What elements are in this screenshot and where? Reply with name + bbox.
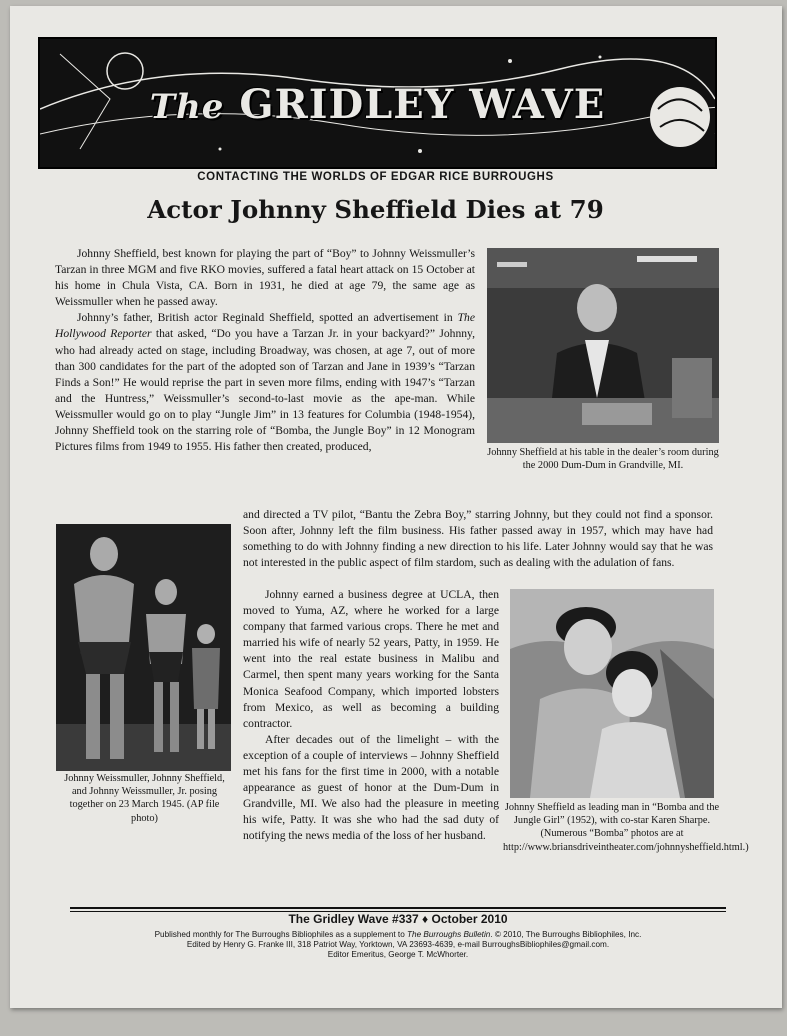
article-column-top: [55, 246, 475, 455]
footer-rule: [70, 907, 726, 909]
photo-bomba-jungle-girl: [510, 589, 714, 798]
footer-publication-name: The Burroughs Bulletin: [407, 930, 491, 939]
photo-bomba-jungle-girl-image: [510, 589, 714, 798]
photo-sheffield-dealer-table-image: [487, 248, 719, 443]
photo-weissmuller-family: [56, 524, 231, 771]
photo-sheffield-dealer-table: [487, 248, 719, 443]
article-paragraph-1: Johnny Sheffield, best known for playing the part of “Boy” to Johnny Weissmuller’s Tarzan in three MGM and five RKO movies, suffered a fatal heart attack on 15 October at his home in Chula Vista, CA. Born in 1931, he died at age 79, the same age as Weissmuller when he passed away.: [55, 247, 475, 309]
masthead-the: The: [149, 87, 225, 127]
article-paragraph-4: After decades out of the limelight – with the exception of a couple of interviews – Johnny Sheffield met his fans for the first time in 2000, with a notable appearance as guest of honor at the Dum-Dum in Grandville, MI. We also had the pleasure in meeting his wife, Patty. It was she who had the sad duty of notifying the news media of the loss of her husband.: [243, 732, 499, 843]
article-headline: Actor Johnny Sheffield Dies at 79: [147, 195, 604, 224]
article-paragraph-2: Johnny’s father, British actor Reginald Sheffield, spotted an advertisement in The Hollywood Reporter that asked, “Do you have a Tarzan Jr. in your backyard?” Johnny, who had already acted on stage, including Broadway, was chosen, at age 7, out of more than 300 candidates for the part of the adopted son of Tarzan and Jane in 1939’s “Tarzan Finds a Son!” He would reprise the part in seven more films, ending with 1947’s “Tarzan and the Huntress,” Weissmuller’s second-to-last movie as the ape-man. While Weissmuller would go on to play “Jungle Jim” in 13 features for Columbia (1948-1954), Johnny Sheffield took on the starring role of “Bomba, the Jungle Boy” in 12 Monogram Pictures films from 1949 to 1955. His father then created, produced,: [55, 311, 475, 454]
caption-photo-3: Johnny Sheffield as leading man in “Bomba and the Jungle Girl” (1952), with co-star Karen Sharpe. (Numerous “Bomba” photos are at http://www.briansdriveintheater.com/johnnysheffield.html.): [503, 802, 749, 853]
masthead-title: [40, 81, 715, 128]
masthead-banner: [38, 37, 717, 169]
article-column-middle: [243, 507, 713, 571]
tagline: CONTACTING THE WORLDS OF EDGAR RICE BURROUGHS: [197, 171, 554, 183]
publication-name: The Hollywood Reporter: [55, 311, 475, 341]
masthead-name: GRIDLEY WAVE: [239, 81, 606, 128]
article-paragraph-2-continued: and directed a TV pilot, “Bantu the Zebra Boy,” starring Johnny, but they could not find a sponsor. Soon after, Johnny left the film business. His father passed away in 1957, which may have had something to do with Johnny finding a new direction to his life. Later Johnny would say that he was not interested in the public aspect of film stardom, such as dealing with the adulation of fans.: [243, 508, 713, 570]
footer-issue-title: The Gridley Wave #337 ♦ October 2010: [288, 912, 508, 926]
caption-photo-2: Johnny Weissmuller, Johnny Sheffield, and Johnny Weissmuller, Jr. posing together on 23 March 1945. (AP file photo): [64, 773, 225, 824]
article-column-narrow: [243, 587, 499, 845]
footer-emeritus-line: Editor Emeritus, George T. McWhorter.: [327, 950, 469, 959]
photo-weissmuller-family-image: [56, 524, 231, 771]
footer-editor-line: Edited by Henry G. Franke III, 318 Patriot Way, Yorktown, VA 23693-4639, e-mail BurroughsBibliophiles@gmail.com.: [186, 940, 610, 949]
caption-photo-1: Johnny Sheffield at his table in the dealer’s room during the 2000 Dum-Dum in Grandville, MI.: [487, 447, 719, 472]
article-paragraph-3: Johnny earned a business degree at UCLA, then moved to Yuma, AZ, where he worked for a large company that farmed various crops. There he met and married his wife of nearly 52 years, Patty, in 1959. He went into the real estate business in Malibu and Carmel, then spent many years working for the Santa Monica Seafood Company, which imported lobsters from Mexico, as well as becoming a building contractor.: [243, 588, 499, 730]
footer-publication-line: Published monthly for The Burroughs Bibliophiles as a supplement to The Burroughs Bulletin. © 2010, The Burroughs Bibliophiles, Inc.: [154, 930, 642, 939]
